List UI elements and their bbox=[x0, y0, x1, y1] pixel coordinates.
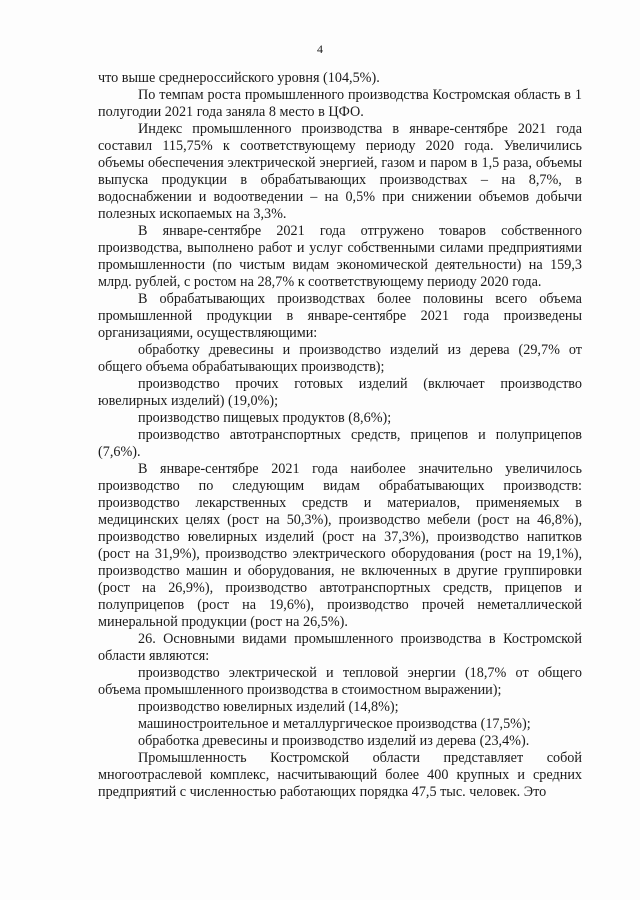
list-item: обработку древесины и производство изделий из дерева (29,7% от общего объема обрабатывающих производств); bbox=[98, 342, 582, 375]
page-number: 4 bbox=[317, 42, 323, 56]
list-item: машиностроительное и металлургическое производства (17,5%); bbox=[138, 716, 531, 732]
list-item: производство электрической и тепловой энергии (18,7% от общего объема промышленного производства в стоимостном выражении); bbox=[98, 665, 582, 698]
paragraph: Индекс промышленного производства в январе-сентябре 2021 года составил 115,75% к соответствующему периоду 2020 года. Увеличились объемы обеспечения электрической энергией, газом и паром в 1,5 раза, объемы выпуска продукции в обрабатывающих производствах – на 8,7%, в водоснабжении и водоотведении – на 0,5% при снижении объемов добычи полезных ископаемых на 3,3%. bbox=[98, 121, 582, 222]
paragraph: В январе-сентябре 2021 года отгружено товаров собственного производства, выполнено работ и услуг собственными силами предприятиями промышленности (по чистым видам экономической деятельности) на 159,3 млрд. рублей, с ростом на 28,7% к соответствующему периоду 2020 года. bbox=[98, 223, 582, 290]
paragraph: В обрабатывающих производствах более половины всего объема промышленной продукции в январе-сентябре 2021 года произведены организациями, осуществляющими: bbox=[98, 291, 582, 341]
list-item: обработка древесины и производство изделий из дерева (23,4%). bbox=[138, 733, 530, 749]
list-item: производство автотранспортных средств, прицепов и полуприцепов (7,6%). bbox=[98, 427, 582, 460]
list-item: производство прочих готовых изделий (включает производство ювелирных изделий) (19,0%); bbox=[98, 376, 582, 409]
list-item: производство пищевых продуктов (8,6%); bbox=[138, 410, 392, 426]
paragraph: 26. Основными видами промышленного производства в Костромской области являются: bbox=[98, 631, 582, 664]
paragraph: Промышленность Костромской области представляет собой многоотраслевой комплекс, насчитывающий более 400 крупных и средних предприятий с численностью работающих порядка 47,5 тыс. человек. Это bbox=[98, 750, 582, 800]
paragraph: что выше среднероссийского уровня (104,5%). bbox=[98, 70, 380, 86]
document-body bbox=[98, 70, 582, 801]
list-item: производство ювелирных изделий (14,8%); bbox=[138, 699, 399, 715]
paragraph: В январе-сентябре 2021 года наиболее значительно увеличилось производство по следующим видам обрабатывающих производств: производство лекарственных средств и материалов, применяемых в медицинских целях (рост на 50,3%), производство мебели (рост на 46,8%), производство ювелирных изделий (рост на 37,3%), производство напитков (рост на 31,9%), производство электрического оборудования (рост на 19,1%), производство машин и оборудования, не включенных в другие группировки (рост на 26,9%), производство автотранспортных средств, прицепов и полуприцепов (рост на 19,6%), производство прочей неметаллической минеральной продукции (рост на 26,5%). bbox=[98, 461, 582, 630]
paragraph: По темпам роста промышленного производства Костромская область в 1 полугодии 2021 года заняла 8 место в ЦФО. bbox=[98, 87, 582, 120]
